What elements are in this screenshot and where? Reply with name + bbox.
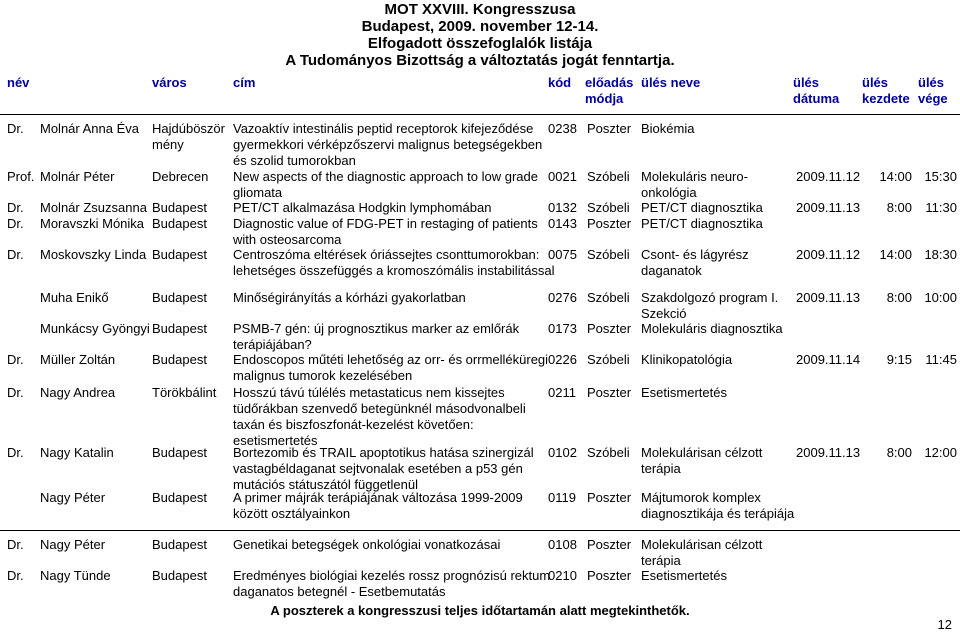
row-start: 9:15: [886, 352, 912, 367]
congress-date: Budapest, 2009. november 12-14.: [361, 18, 599, 35]
row-title: Prof.: [7, 169, 35, 184]
row-mode: Poszter: [587, 385, 632, 400]
row-mode: Poszter: [587, 490, 632, 505]
row-name: Nagy Andrea: [40, 385, 116, 400]
row-start: 8:00: [886, 200, 912, 215]
row-abstract: PET/CT alkalmazása Hodgkin lymphomában: [233, 200, 492, 215]
row-abstract: Bortezomib és TRAIL apoptotikus hatása szinergizál vastagbéldaganat sejtvonalak esetében a p53 gén mutációs státuszától függetlenül: [233, 445, 534, 492]
col-header-session: ülés neve: [641, 75, 701, 90]
row-city: Budapest: [152, 445, 207, 460]
row-mode: Szóbeli: [587, 169, 630, 184]
row-mode: Szóbeli: [587, 445, 630, 460]
row-code: 0143: [548, 216, 577, 231]
row-mode: Szóbeli: [587, 247, 630, 262]
col-header-city: város: [152, 75, 187, 90]
row-session: PET/CT diagnosztika: [641, 200, 763, 215]
col-header-name: név: [7, 75, 30, 90]
row-abstract: Minőségirányítás a kórházi gyakorlatban: [233, 290, 466, 305]
row-code: 0173: [548, 321, 577, 336]
row-end: 12:00: [924, 445, 957, 460]
row-name: Nagy Tünde: [40, 568, 111, 583]
row-end: 15:30: [924, 169, 957, 184]
col-header-date: ülés dátuma: [793, 75, 840, 106]
row-abstract: Genetikai betegségek onkológiai vonatkozásai: [233, 537, 501, 552]
row-mode: Poszter: [587, 121, 632, 136]
row-code: 0102: [548, 445, 577, 460]
row-mode: Szóbeli: [587, 200, 630, 215]
row-date: 2009.11.12: [796, 247, 861, 262]
row-session: Klinikopatológia: [641, 352, 733, 367]
congress-title: MOT XXVIII. Kongresszusa: [384, 1, 576, 18]
row-end: 11:45: [925, 352, 957, 367]
row-session: Molekulárisan célzott terápia: [641, 537, 763, 568]
row-start: 14:00: [879, 169, 912, 184]
row-session: Biokémia: [641, 121, 695, 136]
row-title: Dr.: [7, 568, 24, 583]
row-mode: Poszter: [587, 537, 632, 552]
row-title: Dr.: [7, 385, 24, 400]
row-city: Budapest: [152, 490, 207, 505]
row-end: 18:30: [924, 247, 957, 262]
row-title: Dr.: [7, 200, 24, 215]
row-end: 11:30: [925, 200, 957, 215]
list-title: Elfogadott összefoglalók listája: [367, 35, 593, 52]
row-name: Molnár Péter: [40, 169, 115, 184]
row-session: PET/CT diagnosztika: [641, 216, 763, 231]
row-abstract: Vazoaktív intestinális peptid receptorok kifejeződése gyermekkori vérképzőszervi malignus betegségekben és szolid tumorokban: [233, 121, 543, 168]
row-name: Nagy Katalin: [40, 445, 114, 460]
row-session: Csont- és lágyrész daganatok: [641, 247, 749, 278]
row-city: Hajdúböször mény: [152, 121, 225, 152]
row-session: Esetismertetés: [641, 568, 727, 583]
list-disclaimer: A Tudományos Bizottság a változtatás jogát fenntartja.: [285, 52, 675, 69]
col-header-title: cím: [233, 75, 256, 90]
row-city: Budapest: [152, 247, 207, 262]
row-name: Moravszki Mónika: [40, 216, 145, 231]
row-city: Budapest: [152, 200, 207, 215]
row-date: 2009.11.13: [796, 200, 861, 215]
row-city: Debrecen: [152, 169, 209, 184]
row-name: Muha Enikő: [40, 290, 109, 305]
row-session: Molekuláris neuro- onkológia: [641, 169, 748, 200]
row-start: 8:00: [886, 290, 912, 305]
row-mode: Szóbeli: [587, 352, 630, 367]
row-session: Májtumorok komplex diagnosztikája és terápiája: [641, 490, 795, 521]
col-header-code: kód: [548, 75, 572, 90]
row-code: 0226: [548, 352, 577, 367]
row-start: 14:00: [879, 247, 912, 262]
row-date: 2009.11.13: [796, 445, 861, 460]
row-session: Esetismertetés: [641, 385, 727, 400]
row-name: Nagy Péter: [40, 537, 106, 552]
row-name: Molnár Zsuzsanna: [40, 200, 147, 215]
row-code: 0211: [548, 385, 576, 400]
row-title: Dr.: [7, 247, 24, 262]
row-city: Budapest: [152, 290, 207, 305]
page-number: 12: [937, 617, 952, 632]
row-session: Molekulárisan célzott terápia: [641, 445, 763, 476]
row-start: 8:00: [886, 445, 912, 460]
row-session: Szakdolgozó program I. Szekció: [641, 290, 779, 321]
row-code: 0075: [548, 247, 577, 262]
row-date: 2009.11.12: [796, 169, 861, 184]
header-divider: [0, 114, 960, 115]
row-title: Dr.: [7, 537, 24, 552]
col-header-end: ülés vége: [918, 75, 948, 106]
row-title: Dr.: [7, 121, 24, 136]
footer-note: A poszterek a kongresszusi teljes időtartamán alatt megtekinthetők.: [270, 603, 690, 618]
row-date: 2009.11.13: [796, 290, 861, 305]
row-name: Molnár Anna Éva: [40, 121, 140, 136]
row-date: 2009.11.14: [796, 352, 861, 367]
row-city: Budapest: [152, 321, 207, 336]
row-session: Molekuláris diagnosztika: [641, 321, 783, 336]
row-code: 0210: [548, 568, 577, 583]
row-title: Dr.: [7, 216, 24, 231]
row-mode: Szóbeli: [587, 290, 630, 305]
row-title: Dr.: [7, 352, 24, 367]
col-header-start: ülés kezdete: [862, 75, 910, 106]
row-abstract: PSMB-7 gén: új prognosztikus marker az emlőrák terápiájában?: [233, 321, 520, 352]
row-city: Budapest: [152, 537, 207, 552]
row-abstract: Centroszóma eltérések óriássejtes csonttumorokban: lehetséges összefüggés a kromoszómális instabilitással: [233, 247, 555, 278]
row-title: Dr.: [7, 445, 24, 460]
row-code: 0021: [548, 169, 577, 184]
row-code: 0276: [548, 290, 577, 305]
row-abstract: New aspects of the diagnostic approach to low grade gliomata: [233, 169, 538, 200]
row-mode: Poszter: [587, 568, 632, 583]
row-abstract: Eredményes biológiai kezelés rossz prognózisú rektum daganatos betegnél - Esetbemutatás: [233, 568, 551, 599]
row-city: Budapest: [152, 568, 207, 583]
col-header-mode: előadás módja: [585, 75, 634, 106]
row-name: Moskovszky Linda: [40, 247, 147, 262]
row-name: Nagy Péter: [40, 490, 106, 505]
row-city: Törökbálint: [152, 385, 217, 400]
row-code: 0238: [548, 121, 577, 136]
row-abstract: Diagnostic value of FDG-PET in restaging of patients with osteosarcoma: [233, 216, 538, 247]
row-end: 10:00: [924, 290, 957, 305]
row-abstract: Hosszú távú túlélés metastaticus nem kissejtes tüdőrákban szenvedő betegünknél másodvonalbeli taxán és biszfoszfonát-kezelést követően: esetismertetés: [233, 385, 526, 448]
row-mode: Poszter: [587, 216, 632, 231]
row-abstract: A primer májrák terápiájának változása 1999-2009 között osztályainkon: [233, 490, 523, 521]
row-city: Budapest: [152, 216, 207, 231]
row-mode: Poszter: [587, 321, 632, 336]
row-code: 0132: [548, 200, 577, 215]
row-code: 0108: [548, 537, 577, 552]
row-abstract: Endoscopos műtéti lehetőség az orr- és orrmelléküregi malignus tumorok kezelésében: [233, 352, 549, 383]
row-name: Munkácsy Gyöngyi: [40, 321, 150, 336]
row-city: Budapest: [152, 352, 207, 367]
row-code: 0119: [548, 490, 576, 505]
row-name: Müller Zoltán: [40, 352, 116, 367]
section-divider: [0, 530, 960, 531]
